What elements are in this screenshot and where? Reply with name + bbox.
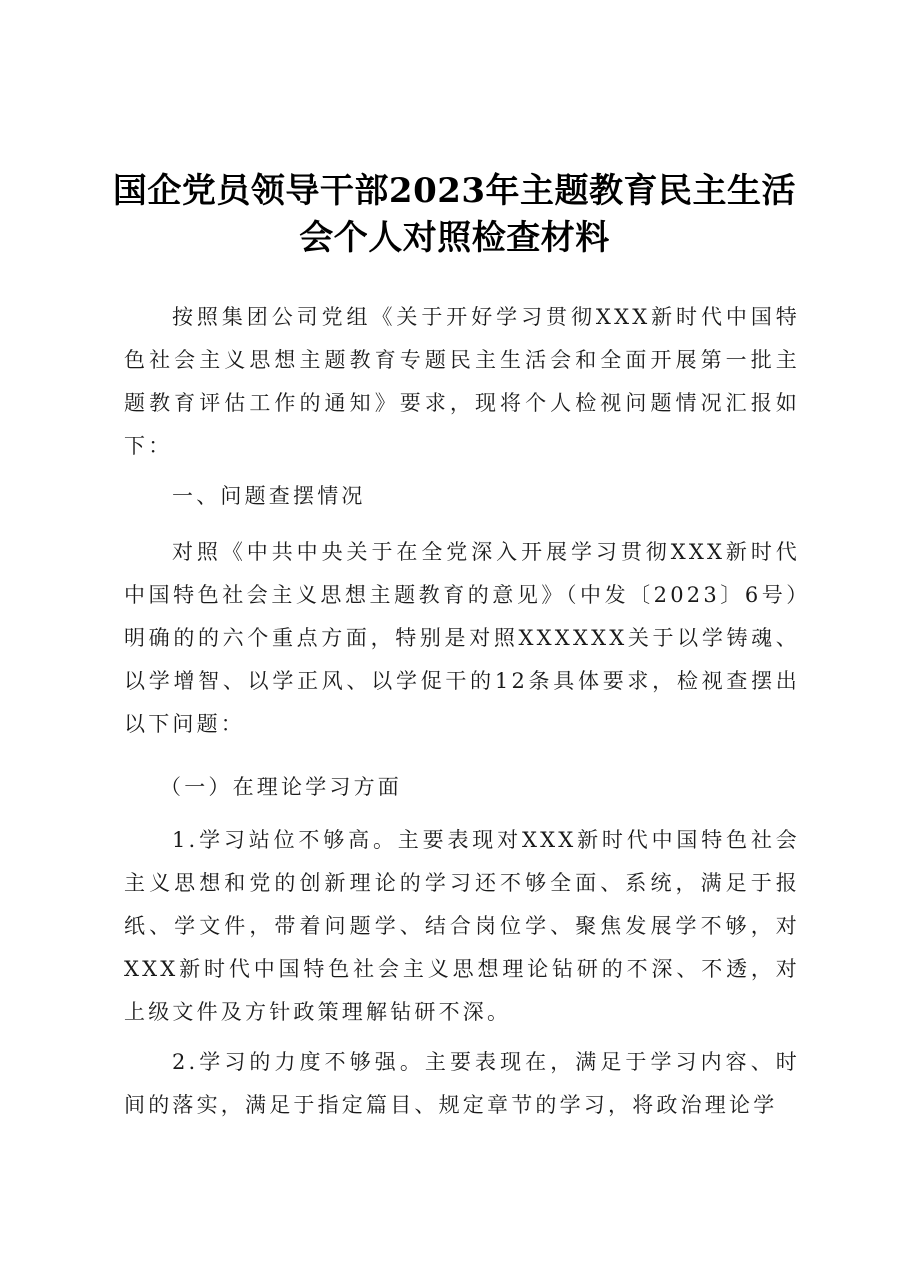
document-title: 国企党员领导干部2023年主题教育民主生活会个人对照检查材料	[112, 171, 797, 258]
subsection1-heading: （一）在理论学习方面	[160, 775, 402, 799]
section1-heading: 一、问题查摆情况	[172, 484, 366, 508]
item1-paragraph	[124, 819, 800, 1034]
intro-text: 按照集团公司党组《关于开好学习贯彻XXX新时代中国特色社会主义思想主题教育专题民主生活会和全面开展第一批主题教育评估工作的通知》要求，现将个人检视问题情况汇报如下：	[124, 305, 800, 458]
item1-text: 1.学习站位不够高。主要表现对XXX新时代中国特色社会主义思想和党的创新理论的学习还不够全面、系统，满足于报纸、学文件，带着问题学、结合岗位学、聚焦发展学不够，对XXX新时代中国特色社会主义思想理论钻研的不深、不透，对上级文件及方针政策理解钻研不深。	[124, 828, 800, 1024]
intro-paragraph	[124, 296, 800, 468]
item2-paragraph	[124, 1041, 800, 1127]
subsection-heading	[124, 766, 800, 809]
section-heading	[124, 475, 800, 518]
item2-text: 2.学习的力度不够强。主要表现在，满足于学习内容、时间的落实，满足于指定篇目、规定章节的学习，将政治理论学	[124, 1050, 800, 1117]
section1-body: 对照《中共中央关于在全党深入开展学习贯彻XXX新时代中国特色社会主义思想主题教育的意见》（中发〔2023〕6号）明确的的六个重点方面，特别是对照XXXXXX关于以学铸魂、以学增智、以学正风、以学促干的12条具体要求，检视查摆出以下问题：	[124, 540, 800, 736]
section1-paragraph	[124, 531, 800, 746]
